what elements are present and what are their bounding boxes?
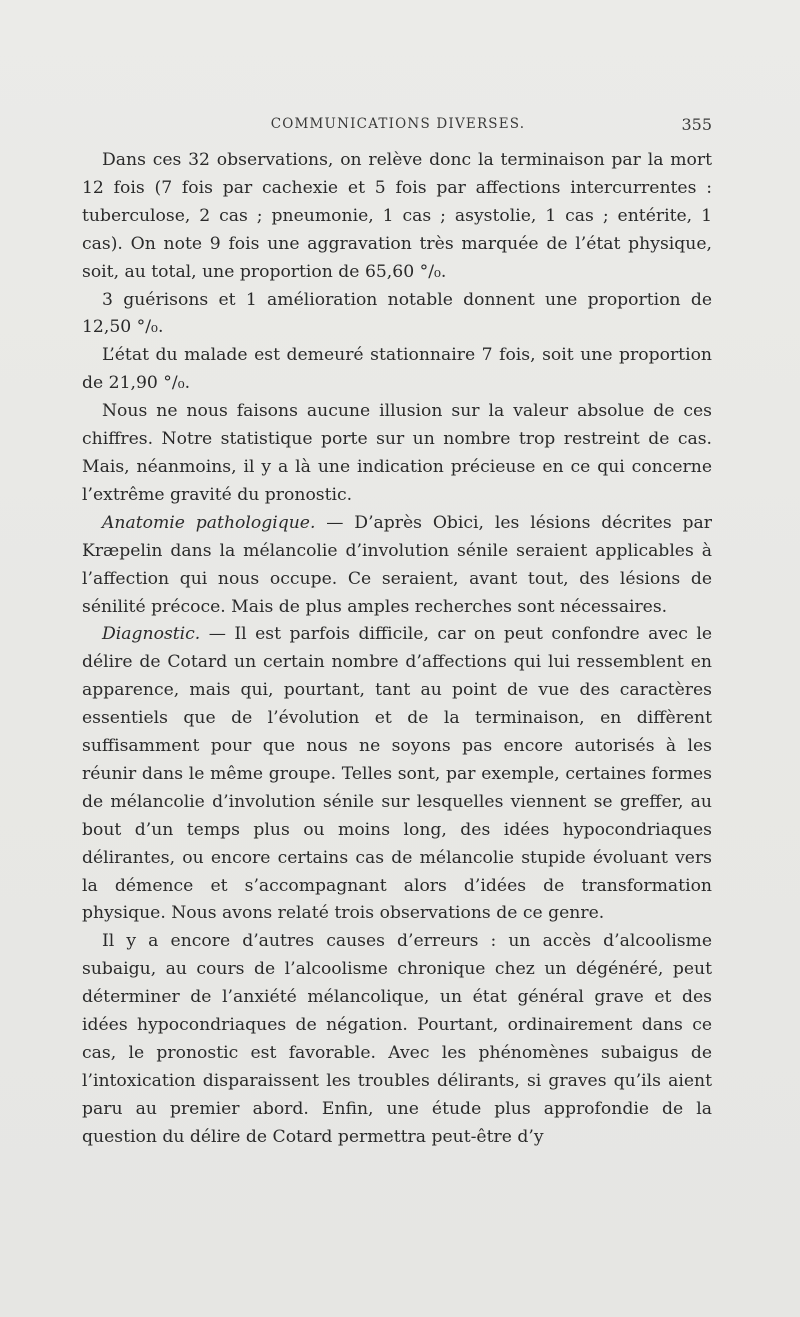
paragraph-stationnaire	[82, 342, 712, 398]
paragraph-terminaison	[82, 147, 712, 287]
running-head	[82, 116, 714, 138]
section-rubric-anatomie: Anatomie pathologique.	[102, 512, 316, 533]
paragraph-statistique	[82, 398, 712, 510]
paragraph-text: Il y a encore d’autres causes d’erreurs : un accès d’alcoolisme subaigu, au cours de l’alcoolisme chronique chez un dégénéré, peut déterminer de l’anxiété mélancolique, un état général grave et des idées hypocondriaques de négation. Pourtant, ordinairement dans ce cas, le pronostic est favorable. Avec les phénomènes subaigus de l’intoxication disparaissent les troubles délirants, si graves qu’ils aient paru au premier abord. Enfin, une étude plus approfondie de la question du délire de Cotard permettra peut-être d’y	[82, 931, 712, 1147]
paragraph-text: L’état du malade est demeuré stationnaire 7 fois, soit une proportion de 21,90 °/₀.	[82, 345, 712, 394]
paragraph-text: — D’après Obici, les lésions décrites par Kræpelin dans la mélancolie d’involution sénile seraient applicables à l’affection qui nous occupe. Ce seraient, avant tout, des lésions de sénilité précoce. Mais de plus amples recherches sont nécessaires.	[82, 512, 712, 617]
paragraph-text: — Il est parfois difficile, car on peut confondre avec le délire de Cotard un certain nombre d’affections qui lui ressemblent en apparence, mais qui, pourtant, tant au point de vue des caractères essentiels que de l’évolution et de la terminaison, en diffèrent suffisamment pour que nous ne soyons pas encore autorisés à les réunir dans le même groupe. Telles sont, par exemple, certaines formes de mélancolie d’involution sénile sur lesquelles viennent se greffer, au bout d’un temps plus ou moins long, des idées hypocondriaques délirantes, ou encore certains cas de mélancolie stupide évoluant vers la démence et s’accompagnant alors d’idées de transformation physique. Nous avons relaté trois observations de ce genre.	[82, 624, 712, 924]
paragraph-text: Dans ces 32 observations, on relève donc la terminaison par la mort 12 fois (7 fois par cachexie et 5 fois par affections intercurrentes : tuberculose, 2 cas ; pneumonie, 1 cas ; asystolie, 1 cas ; entérite, 1 cas). On note 9 fois une aggravation très marquée de l’état physique, soit, au total, une proportion de 65,60 °/₀.	[82, 150, 712, 282]
paragraph-text: Nous ne nous faisons aucune illusion sur la valeur absolue de ces chiffres. Notre statistique porte sur un nombre trop restreint de cas. Mais, néanmoins, il y a là une indication précieuse en ce qui concerne l’extrême gravité du pronostic.	[82, 401, 712, 505]
section-rubric-diagnostic: Diagnostic.	[102, 624, 201, 645]
paragraph-diagnostic	[82, 621, 712, 928]
paragraph-anatomie	[82, 510, 712, 622]
running-title: COMMUNICATIONS DIVERSES.	[270, 116, 526, 132]
page-number: 355	[681, 115, 712, 134]
paragraph-erreurs	[82, 928, 712, 1151]
paragraph-text: 3 guérisons et 1 amélioration notable donnent une proportion de 12,50 °/₀.	[82, 289, 712, 338]
body-text	[82, 147, 712, 1152]
paragraph-guerisons	[82, 287, 712, 343]
